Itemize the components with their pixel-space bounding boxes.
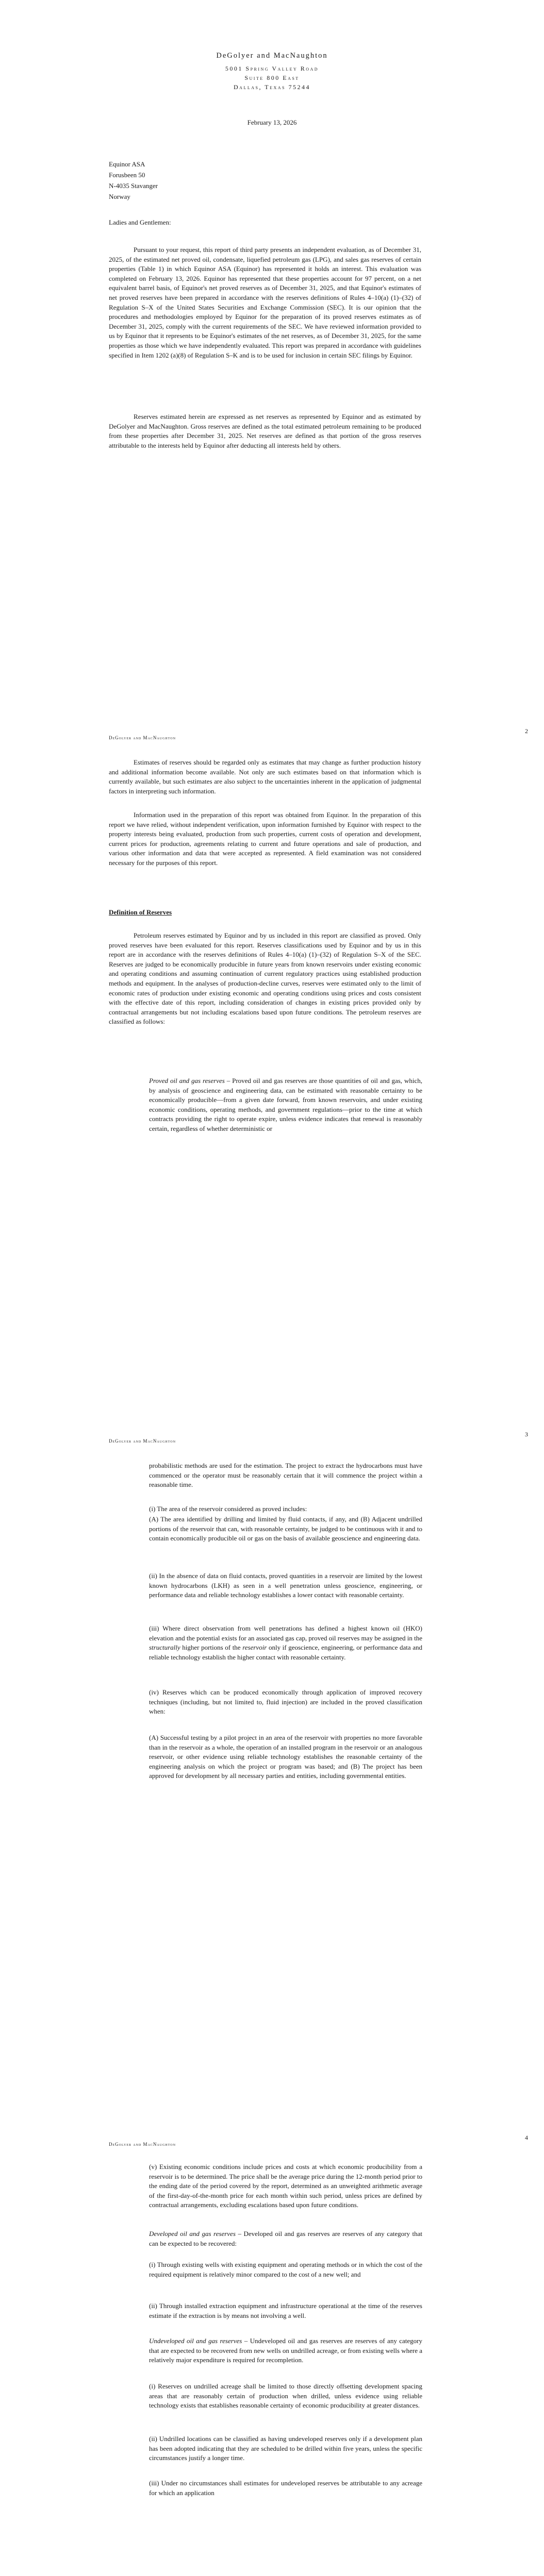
undeveloped-item-i: (i) Reserves on undrilled acreage shall be limited to those directly offsetting development spacing areas that are reasonably certain of production when drilled, unless evidence using reliable technology exists that establishes reasonable certainty of economic producibility at greater distances. bbox=[149, 2382, 422, 2410]
item-iv-ab: (A) Successful testing by a pilot project in an area of the reservoir with properties no more favorable than in the reservoir as a whole, the operation of an installed program in the reservoir or an analogous reservoir, or other evidence using reliable technology establishes the reasonable certainty of the engineering analysis on which the project or program was based; and (B) The project has been approved for development by all necessary parties and entities, including governmental entities. bbox=[149, 1734, 422, 1780]
recipient-line: Equinor ASA bbox=[109, 160, 145, 168]
definition-term: Proved oil and gas reserves bbox=[149, 1077, 225, 1084]
definition-text: – Proved oil and gas reserves are those quantities of oil and gas, which, by analysis of geoscience and engineering data, can be estimated with reasonable certainty to be economically producible—from a given date forward, from known reservoirs, and under existing economic conditions, operating methods, and government regulations—prior to the time at which contracts providing the right to operate expire, unless evidence indicates that renewal is reasonably certain, regardless of whether deterministic or bbox=[149, 1077, 422, 1132]
estimates-paragraph: Estimates of reserves should be regarded only as estimates that may change as further production history and additional information become available. Not only are such estimates based on that information which is currently available, but such estimates are also subject to the uncertainties inherent in the application of judgmental factors in interpreting such information. bbox=[109, 758, 421, 795]
net-reserves-paragraph: Reserves estimated herein are expressed as net reserves as represented by Equinor and as estimated by DeGolyer and MacNaughton. Gross reserves are defined as the total estimated petroleum remaining to be produced from these properties after December 31, 2025. Net reserves are defined as that portion of the gross reserves attributable to the interests held by Equinor after deducting all interests held by others. bbox=[109, 413, 421, 449]
item-iii-emphasis: structurally bbox=[149, 1643, 180, 1652]
running-head: DeGolyer and MacNaughton bbox=[109, 2142, 176, 2147]
report-page-3 bbox=[0, 1406, 544, 2110]
item-i: (i) The area of the reservoir considered as proved includes: bbox=[149, 1505, 307, 1513]
undeveloped-reserves-definition bbox=[149, 2336, 422, 2365]
item-iii-emphasis: reservoir bbox=[242, 1643, 267, 1652]
report-page-1 bbox=[0, 0, 544, 703]
intro-paragraph: Pursuant to your request, this report of third party presents an independent evaluation, as of December 31, 2025, of the estimated net proved oil, condensate, liquefied petroleum gas (LPG), and sales gas reserves of certain properties (Table 1) in which Equinor ASA (Equinor) has represented it holds an interest. This evaluation was completed on February 13, 2026. Equinor has represented that these properties account for 97 percent, on a net equivalent barrel basis, of Equinor's net proved reserves as of December 31, 2025, and that Equinor's estimates of net proved reserves have been prepared in accordance with the reserves definitions of Rules 4–10(a) (1)–(32) of Regulation S–X of the United States Securities and Exchange Commission (SEC). It is our opinion that the procedures and methodologies employed by Equinor for the preparation of its proved reserves estimates as of December 31, 2025, comply with the current requirements of the SEC. We have reviewed information provided to us by Equinor that it represents to be Equinor's estimates of the net reserves, as of December 31, 2025, for the same properties as those which we have independently evaluated. This report was prepared in accordance with guidelines specified in Item 1202 (a)(8) of Regulation S–K and is to be used for inclusion in certain SEC filings by Equinor. bbox=[109, 246, 421, 359]
definition-text: – Developed oil and gas reserves are reserves of any category that can be expected to be recovered: bbox=[149, 2230, 422, 2247]
recipient-address bbox=[109, 159, 158, 202]
item-ii: (ii) In the absence of data on fluid contacts, proved quantities in a reservoir are limited by the lowest known hydrocarbons (LKH) as seen in a well penetration unless geoscience, engineering, or performance data and reliable technology establishes a lower contact with reasonable certainty. bbox=[149, 1572, 422, 1599]
recipient-line: Forusbeen 50 bbox=[109, 171, 145, 179]
item-iii bbox=[149, 1624, 422, 1662]
definition-term: Undeveloped oil and gas reserves bbox=[149, 2337, 242, 2345]
running-head: DeGolyer and MacNaughton bbox=[109, 1438, 176, 1444]
report-page-4 bbox=[0, 2110, 544, 2576]
recipient-line: N-4035 Stavanger bbox=[109, 182, 158, 190]
undeveloped-item-iii: (iii) Under no circumstances shall estimates for undeveloped reserves be attributable to any acreage for which an application bbox=[149, 2479, 422, 2497]
letterhead-address-2: Suite 800 East bbox=[244, 74, 300, 81]
definition-text: – Undeveloped oil and gas reserves are reserves of any category that are expected to be recovered from new wells on undrilled acreage, or from existing wells where a relatively major expenditure is required for recompletion. bbox=[149, 2337, 422, 2364]
developed-reserves-definition bbox=[149, 2229, 422, 2248]
item-iii-text: only if geoscience, engineering, or performance data and reliable technology establish the higher contact with reasonable certainty. bbox=[149, 1643, 422, 1661]
page-number: 3 bbox=[525, 1431, 528, 1438]
item-iv: (iv) Reserves which can be produced economically through application of improved recovery techniques (including, but not limited to, fluid injection) are included in the proved classification when: bbox=[149, 1688, 422, 1716]
recipient-line: Norway bbox=[109, 193, 130, 200]
developed-item-i: (i) Through existing wells with existing equipment and operating methods or in which the cost of the required equipment is relatively minor compared to the cost of a new well; and bbox=[149, 2261, 422, 2278]
page-number: 4 bbox=[525, 2134, 528, 2141]
item-iii-text: (iii) Where direct observation from well penetrations has defined a highest known oil (HKO) elevation and the potential exists for an associated gas cap, proved oil reserves may be assigned in the bbox=[149, 1624, 422, 1642]
definition-continuation: probabilistic methods are used for the estimation. The project to extract the hydrocarbons must have commenced or the operator must be reasonably certain that it will commence the project within a reasonable time. bbox=[149, 1462, 422, 1489]
running-head: DeGolyer and MacNaughton bbox=[109, 735, 176, 740]
letter-date: February 13, 2026 bbox=[247, 118, 297, 126]
page-number: 2 bbox=[525, 727, 528, 735]
report-page-2 bbox=[0, 703, 544, 1406]
item-v: (v) Existing economic conditions include prices and costs at which economic producibility from a reservoir is to be determined. The price shall be the average price during the 12-month period prior to the ending date of the period covered by the report, determined as an unweighted arithmetic average of the first-day-of-the-month price for each month within such period, unless prices are defined by contractual arrangements, excluding escalations based upon future conditions. bbox=[149, 2163, 422, 2209]
item-iii-text: higher portions of the bbox=[180, 1643, 243, 1652]
section-heading: Definition of Reserves bbox=[109, 908, 172, 916]
salutation: Ladies and Gentlemen: bbox=[109, 218, 171, 226]
letterhead-name: DeGolyer and MacNaughton bbox=[216, 52, 328, 60]
letterhead-city: Dallas, Texas 75244 bbox=[234, 83, 310, 91]
undeveloped-item-ii: (ii) Undrilled locations can be classified as having undeveloped reserves only if a development plan has been adopted indicating that they are scheduled to be drilled within five years, unless the specific circumstances justify a longer time. bbox=[149, 2435, 422, 2462]
item-i-ab: (A) The area identified by drilling and limited by fluid contacts, if any, and (B) Adjacent undrilled portions of the reservoir that can, with reasonable certainty, be judged to be continuous with it and to contain economically producible oil or gas on the basis of available geoscience and engineering data. bbox=[149, 1515, 422, 1543]
information-paragraph: Information used in the preparation of this report was obtained from Equinor. In the preparation of this report we have relied, without independent verification, upon information furnished by Equinor with respect to the property interests being evaluated, production from such properties, current costs of operation and development, current prices for production, agreements relating to current and future operations and sale of production, and various other information and data that were accepted as represented. A field examination was not considered necessary for the purposes of this report. bbox=[109, 811, 421, 867]
developed-item-ii: (ii) Through installed extraction equipment and infrastructure operational at the time of the reserves estimate if the extraction is by means not involving a well. bbox=[149, 2302, 422, 2319]
letterhead-address-1: 5001 Spring Valley Road bbox=[225, 65, 319, 72]
definition-term: Developed oil and gas reserves bbox=[149, 2230, 236, 2238]
proved-reserves-definition bbox=[149, 1076, 422, 1134]
reserves-classification-paragraph: Petroleum reserves estimated by Equinor and by us included in this report are classified as proved. Only proved reserves have been evaluated for this report. Reserves classifications used by Equinor and by us in this report are in accordance with the reserves definitions of Rules 4–10(a) (1)–(32) of Regulation S–X of the SEC. Reserves are judged to be economically producible in future years from known reservoirs under existing economic and operating conditions and assuming continuation of current regulatory practices using established production methods and equipment. In the analyses of production-decline curves, reserves were estimated only to the limit of economic rates of production under existing economic and operating conditions using prices and costs consistent with the effective date of this report, including consideration of changes in existing prices provided only by contractual arrangements but not including escalations based upon future conditions. The petroleum reserves are classified as follows: bbox=[109, 931, 421, 1026]
